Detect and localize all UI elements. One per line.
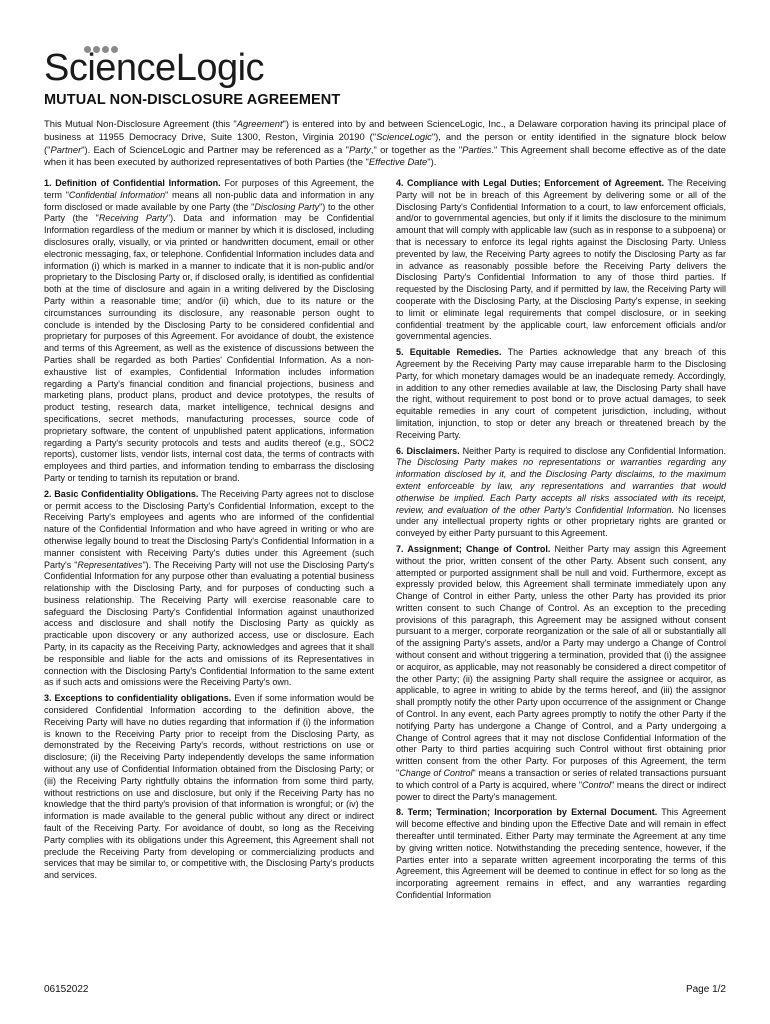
page-number: Page 1/2 <box>685 984 726 995</box>
right-column <box>396 178 726 906</box>
sciencelogic-logo <box>44 40 264 90</box>
logo-text: ScienceLogic <box>44 47 265 89</box>
section-7: 7. Assignment; Change of Control. Neither Party may assign this Agreement without the prior, written consent of the other Party. Absent such consent, any attempted or purported assignment shall be null and void. Furthermore, except as expressly provided below, this Agreement shall terminate immediately upon any Change of Control in either Party, unless the other Party has provided its prior written consent to such Change of Control. As an exception to the preceding provisions of this paragraph, this Agreement may be assigned without consent pursuant to a merger, corporate reorganization or the sale of all or substantially all of the assigning Party's assets, and/or a Party may undergo a Change of Control without consent and without triggering a termination, provided that (i) the assignee or acquiror, as applicable, may not reasonably be considered a direct competitor of the other Party; (ii) the assigning Party shall require the assignee or acquiror, as applicable, to agree in writing to abide by the terms hereof, and (iii) the assignor shall promptly notify the other Party upon occurrence of the assignment or Change of Control. In any event, each Party agrees promptly to notify the other Party if the notifying Party has undergone a Change of Control, and a Party undergoing a Change of Control agrees that it may not disclose Confidential Information of the other Party to third parties acquiring such Control without first obtaining prior written consent from the other Party. For purposes of this Agreement, the term "Change of Control" means a transaction or series of related transactions pursuant to which control of a Party is acquired, where "Control" means the direct or indirect power to direct the Party's management. <box>396 543 727 802</box>
section-8: 8. Term; Termination; Incorporation by External Document. This Agreement will become effective and binding upon the Effective Date and will remain in effect thereafter until terminated. Either Party may terminate the Agreement at any time by giving written notice. Notwithstanding the preceding sentence, however, if the Parties enter into a separate written agreement incorporating the terms of this Agreement, this Agreement will be deemed to continue in effect for so long as the incorporating agreement remains in effect, and any warranties regarding Confidential Information <box>396 807 727 901</box>
section-4: 4. Compliance with Legal Duties; Enforcement of Agreement. The Receiving Party will not be in breach of this Agreement by delivering some or all of the Disclosing Party's Confidential Information to a court, to law enforcement officials, and/or to governmental agencies, but only if it limits the disclosure to the minimum amount that will comply with applicable law (such as in response to a subpoena) or that is necessary to enforce its legal rights against the Disclosing Party. Unless prevented by law, the Receiving Party agrees to notify the Disclosing Party as far in advance as reasonably possible before the Receiving Party delivers the Disclosing Party's Confidential Information to any of those third parties. If requested by the Disclosing Party, and if permitted by law, the Receiving Party will cooperate with the Disclosing Party, at the Disclosing Party's expense, in seeking to limit or eliminate legal requirements that compel disclosure, or in seeking confidential treatment by the applicable court, law enforcement officials and/or governmental agencies. <box>396 178 726 342</box>
document-code: 06152022 <box>44 984 89 995</box>
intro-paragraph: This Mutual Non-Disclosure Agreement (this "Agreement") is entered into by and between ScienceLogic, Inc., a Delaware corporation having its principal place of business at 11955 Democracy Drive, Suite 1300, Reston, Virginia 20190 ("ScienceLogic"), and the person or entity identified in the signature block below ("Partner"). Each of ScienceLogic and Partner may be referenced as a "Party," or together as the "Parties." This Agreement shall become effective as of the date when it has been executed by authorized representatives of both Parties (the "Effective Date"). <box>44 118 726 168</box>
section-6: 6. Disclaimers. Neither Party is required to disclose any Confidential Information. The Disclosing Party makes no representations or warranties regarding any information disclosed by it, and the Disclosing Party disclaims, to the maximum extent enforceable by law, any representations and warranties that would otherwise be implied. Each Party accepts all risks associated with its receipt, review, and evaluation of the other Party's Confidential Information. No licenses under any intellectual property rights or other proprietary rights are granted or conveyed by either Party pursuant to this Agreement. <box>396 445 726 539</box>
section-1: 1. Definition of Confidential Information. For purposes of this Agreement, the term "Confidential Information" means all non-public data and information in any form disclosed or made available by one Party (the "Disclosing Party") to the other Party (the "Receiving Party"). Data and information may be Confidential Information regardless of the medium or manner by which it is disclosed, including disclosures orally, visually, or via printed or handwritten document, email or other electronic messaging, fax, or telephone. Confidential Information includes data and information (i) which is marked in a manner to indicate that it is non-public and/or proprietary to the Disclosing Party or, if disclosed orally, is identified as confidential both at the time of disclosure and again in a writing delivered by the Disclosing Party within a reasonable time; and/or (ii) which, due to its nature or the circumstances surrounding its disclosure, any reasonable person ought to conclude is intended by the Disclosing Party to be considered confidential and proprietary for purposes of this Agreement. For avoidance of doubt, the existence and terms of this Agreement, as well as the existence of discussions between the Parties shall be regarded as both Parties' Confidential Information. As a non-exhaustive list of examples, Confidential Information includes information regarding a Party's financial condition and financial projections, business and marketing plans, product plans, product and device prototypes, the results of product testing, research data, market intelligence, technical designs and specifications, secret methods, manufacturing processes, source code of proprietary software, the content of unpublished patent applications, information regarding a Party's security protocols and tests and audits thereof (e.g., SOC2 reports), customer lists, vendor lists, internal cost data, the terms of contracts with employees and third parties, and information tending to embarrass the disclosing Party or tending to tarnish its reputation or brand. <box>44 178 375 483</box>
section-5: 5. Equitable Remedies. The Parties acknowledge that any breach of this Agreement by the Receiving Party may cause irreparable harm to the Disclosing Party, for which monetary damages would be an inadequate remedy. Accordingly, in addition to any other remedies available at law, the Disclosing Party shall have the right, without requirement to post bond or to prove actual damages, to seek equitable remedies in any court of competent jurisdiction, including, without limitation, injunction, to stop or deter any breach or threatened breach by the Receiving Party. <box>396 347 726 440</box>
left-column <box>44 178 374 886</box>
document-title: MUTUAL NON-DISCLOSURE AGREEMENT <box>44 92 341 108</box>
section-2: 2. Basic Confidentiality Obligations. The Receiving Party agrees not to disclose or permit access to the Disclosing Party's Confidential Information, except to the Receiving Party's employees and agents who are informed of the confidential nature of the Confidential Information and who have agreed in writing or who are otherwise legally bound to treat the Disclosing Party's Confidential Information in a manner consistent with Receiving Party's duties under this Agreement (such Party's "Representatives"). The Receiving Party will not use the Disclosing Party's Confidential Information for any purpose other than evaluating a potential business relationship with the Disclosing Party, and for purposes of conducting such a business relationship. The Receiving Party will exercise reasonable care to safeguard the Disclosing Party's Confidential Information against unauthorized access and disclosure and shall notify the Disclosing Party as quickly as practicable upon discovery or any authorized access, use or disclosure. Each Party, in its capacity as the Receiving Party, acknowledges and agrees that it shall be responsible and liable for the acts and omissions of its Representatives in connection with the Disclosing Party's Confidential Information to the same extent as if such acts and omissions were the Receiving Party's own. <box>44 488 374 688</box>
section-3: 3. Exceptions to confidentiality obligations. Even if some information would be considered Confidential Information according to the definition above, the Receiving Party will have no duties regarding that information if (i) the information is known to the Receiving Party prior to receipt from the Disclosing Party, as demonstrated by the Receiving Party's records, without restrictions on use or disclosure; (ii) the Receiving Party independently develops the same information without any use of Confidential Information obtained from the Disclosing Party; or (iii) the Receiving Party rightfully obtains the information from some third party, without restrictions on use and disclosure, but only if the Receiving Party has no knowledge that the third party's provision of that information is wrongful; or (iv) the information is made available to the general public without any direct or indirect fault of the Receiving Party. For avoidance of doubt, so long as the Receiving Party complies with its obligations under this Agreement, this Agreement shall not preclude the Receiving Party from developing or commercializing products and services that may be similar to, or competitive with, the Disclosing Party's products and services. <box>44 693 374 881</box>
